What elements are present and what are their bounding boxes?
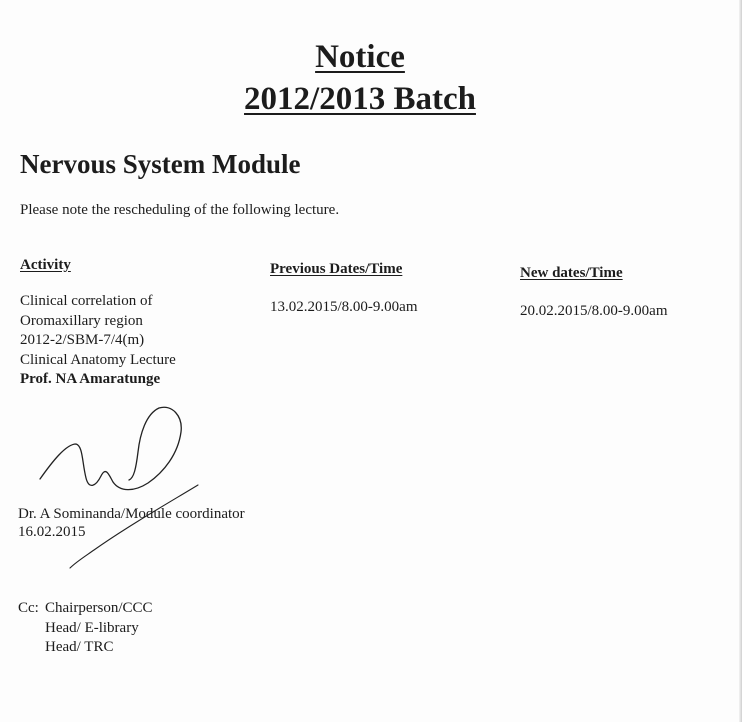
signatory-date: 16.02.2015 — [18, 524, 86, 540]
cc-recipient: Head/ E-library — [45, 619, 139, 636]
cc-recipient: Head/ TRC — [45, 639, 114, 655]
activity-description — [20, 292, 176, 390]
activity-line: Oromaxillary region — [20, 312, 143, 329]
signatory-name: Dr. A Sominanda/Module coordinator — [18, 506, 245, 522]
new-datetime-column-header: New dates/Time — [520, 265, 623, 281]
cc-label: Cc: — [18, 600, 39, 616]
activity-line: Clinical correlation of — [20, 293, 153, 309]
lecturer-name: Prof. NA Amaratunge — [20, 371, 161, 387]
activity-column-header: Activity — [20, 257, 71, 273]
cc-list — [18, 599, 153, 658]
batch-title: 2012/2013 Batch — [244, 81, 476, 117]
previous-datetime-value: 13.02.2015/8.00-9.00am — [270, 299, 418, 315]
new-datetime-value: 20.02.2015/8.00-9.00am — [520, 303, 668, 319]
notice-title: Notice — [315, 39, 405, 75]
intro-text: Please note the rescheduling of the following lecture. — [20, 202, 340, 218]
activity-line: Clinical Anatomy Lecture — [20, 351, 176, 368]
previous-datetime-column-header: Previous Dates/Time — [270, 261, 403, 277]
module-heading: Nervous System Module — [20, 149, 301, 179]
cc-recipient: Chairperson/CCC — [45, 600, 153, 616]
activity-line: 2012-2/SBM-7/4(m) — [20, 332, 145, 348]
